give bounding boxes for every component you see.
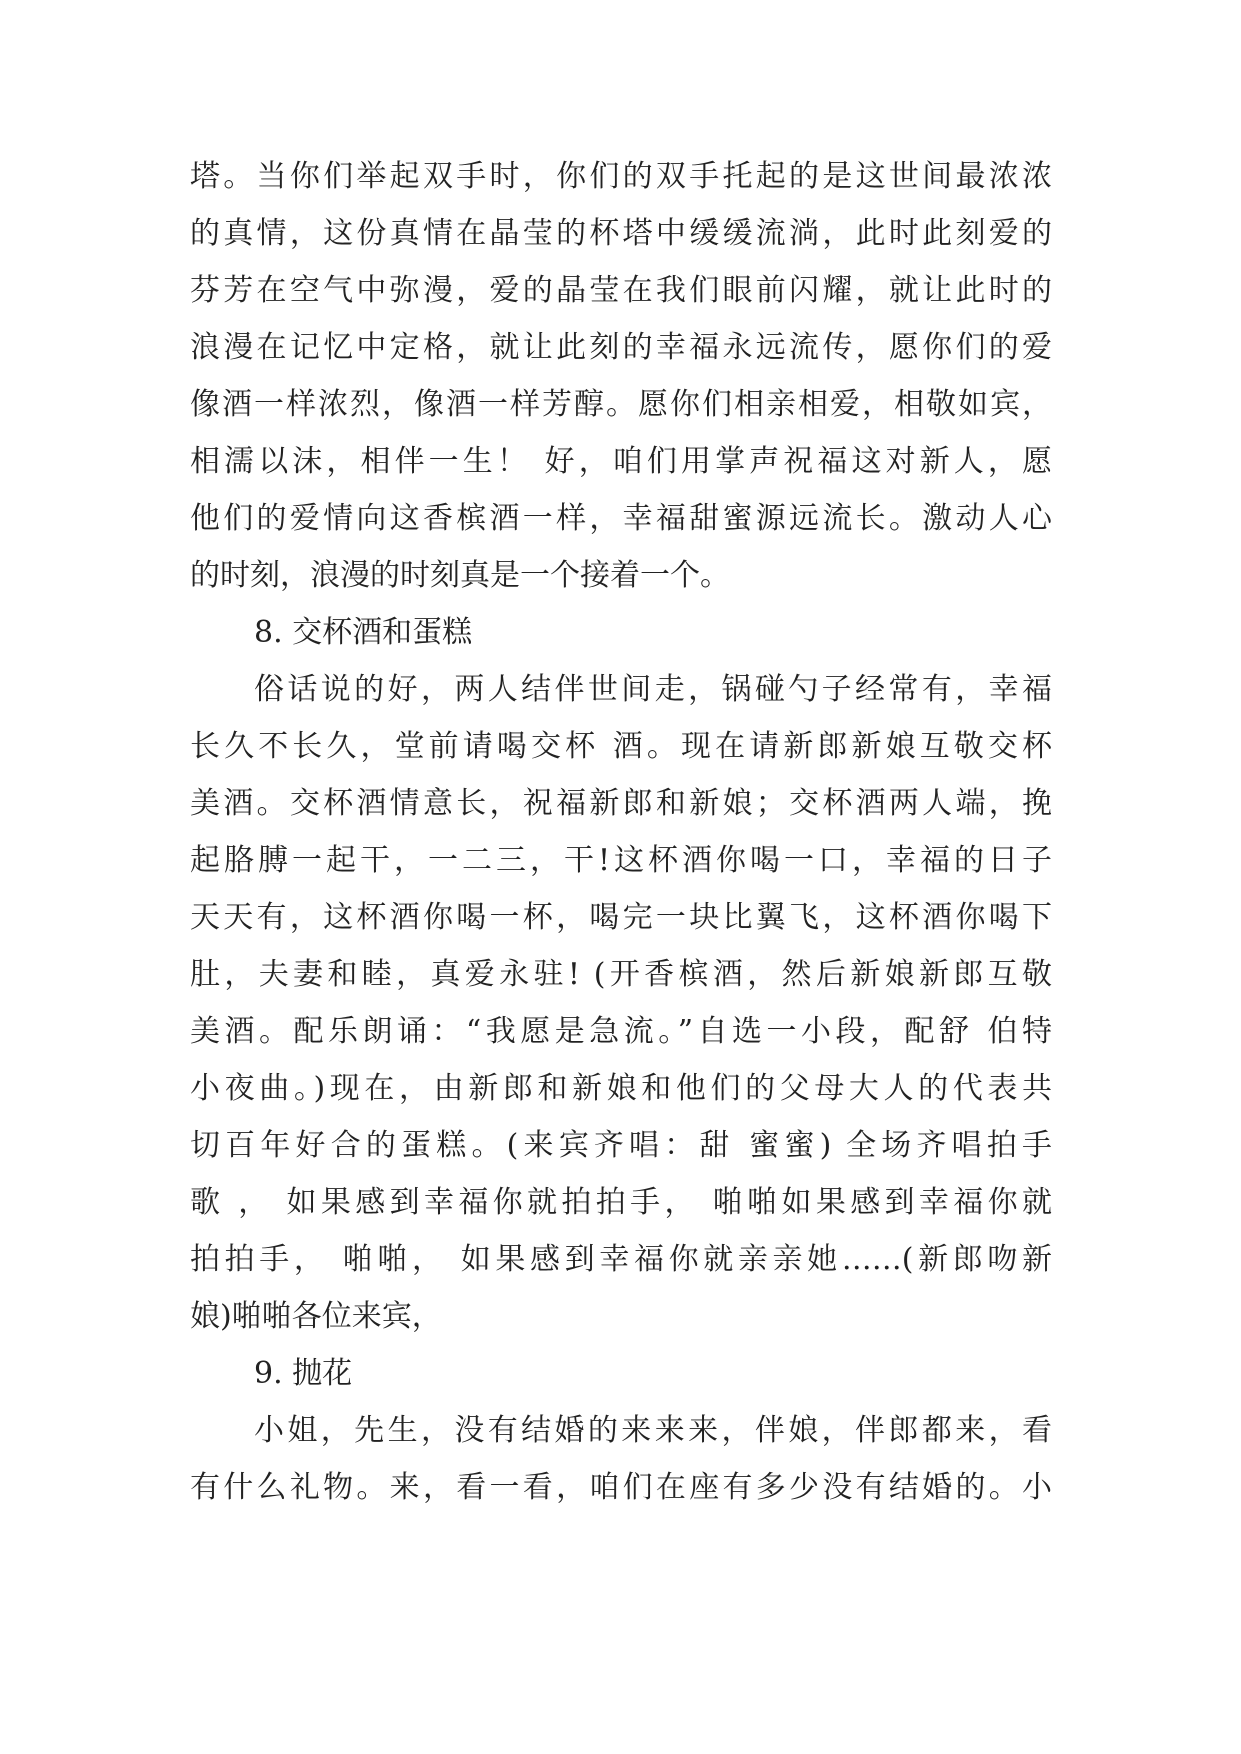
text-line: 美酒。配乐朗诵：“我愿是急流。”自选一小段，配舒 伯特	[190, 1014, 1052, 1049]
text-line: 美酒。交杯酒情意长，祝福新郎和新娘；交杯酒两人端，挽	[190, 786, 1052, 821]
text-line: 有什么礼物。来，看一看，咱们在座有多少没有结婚的。小	[190, 1470, 1052, 1505]
text-line: 歌 ， 如果感到幸福你就拍拍手， 啪啪如果感到幸福你就	[190, 1185, 1052, 1220]
text-line: 的真情，这份真情在晶莹的杯塔中缓缓流淌，此时此刻爱的	[190, 216, 1052, 251]
section-8-paragraph	[190, 661, 1052, 1345]
text-line: 肚，夫妻和睦，真爱永驻! (开香槟酒，然后新娘新郎互敬	[190, 957, 1052, 992]
text-line: 娘)啪啪各位来宾，	[190, 1299, 442, 1334]
text-line: 长久不长久，堂前请喝交杯 酒。现在请新郎新娘互敬交杯	[190, 729, 1052, 764]
text-line: 俗话说的好，两人结伴世间走，锅碰勺子经常有，幸福	[254, 672, 1052, 707]
section-heading-8: 8. 交杯酒和蛋糕	[254, 615, 473, 650]
text-line: 小姐，先生，没有结婚的来来来，伴娘，伴郎都来，看	[254, 1413, 1052, 1448]
text-line: 小夜曲。)现在，由新郎和新娘和他们的父母大人的代表共	[190, 1071, 1052, 1106]
text-line: 像酒一样浓烈，像酒一样芳醇。愿你们相亲相爱，相敬如宾，	[190, 387, 1052, 422]
text-line: 相濡以沫，相伴一生！ 好，咱们用掌声祝福这对新人，愿	[190, 444, 1052, 479]
text-line: 切百年好合的蛋糕。(来宾齐唱：甜 蜜蜜) 全场齐唱拍手	[190, 1128, 1052, 1163]
document-page	[190, 148, 1052, 1516]
text-line: 拍拍手， 啪啪， 如果感到幸福你就亲亲她……(新郎吻新	[190, 1242, 1052, 1277]
text-line: 起胳膊一起干，一二三，干!这杯酒你喝一口，幸福的日子	[190, 843, 1052, 878]
section-9-paragraph	[190, 1402, 1052, 1516]
paragraph-continued	[190, 148, 1052, 604]
text-line: 天天有，这杯酒你喝一杯，喝完一块比翼飞，这杯酒你喝下	[190, 900, 1052, 935]
text-line: 的时刻，浪漫的时刻真是一个接着一个。	[190, 558, 730, 593]
section-heading-9: 9. 抛花	[254, 1356, 353, 1391]
text-line: 塔。当你们举起双手时，你们的双手托起的是这世间最浓浓	[190, 159, 1052, 194]
text-line: 浪漫在记忆中定格，就让此刻的幸福永远流传，愿你们的爱	[190, 330, 1052, 365]
text-line: 芬芳在空气中弥漫，爱的晶莹在我们眼前闪耀，就让此时的	[190, 273, 1052, 308]
text-line: 他们的爱情向这香槟酒一样，幸福甜蜜源远流长。激动人心	[190, 501, 1052, 536]
